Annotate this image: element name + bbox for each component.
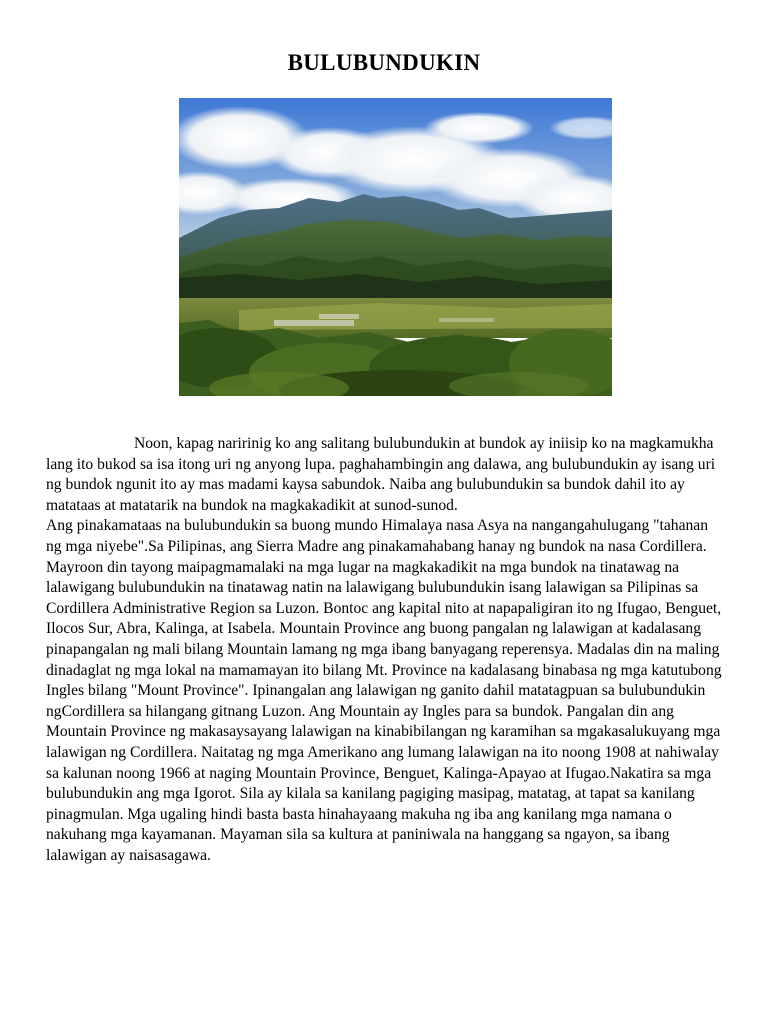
body-text <box>46 434 726 866</box>
paragraph-intro: Noon, kapag naririnig ko ang salitang bulubundukin at bundok ay iniisip ko na magkamukha lang ito bukod sa isa itong uri ng anyong lupa. paghahambingin ang dalawa, ang bulubundukin ay isang uri ng bundok ngunit ito ay mas madami kaysa sabundok. Naiba ang bulubundukin sa bundok dahil ito ay matataas at matatarik na bundok na magkakadikit at sunod-sunod. <box>46 435 716 514</box>
document-title: BULUBUNDUKIN <box>287 50 481 75</box>
mountain-landscape-photo <box>179 98 612 396</box>
paragraph-main: Ang pinakamataas na bulubundukin sa buong mundo Himalaya nasa Asya na nangangahulugang "tahanan ng mga niyebe".Sa Pilipinas, ang Sierra Madre ang pinakamahabang hanay ng bundok na nasa Cordillera. Mayroon din tayong maipagmamalaki na mga lugar na magkakadikit na mga bundok na tinatawag na lalawigang bulubundukin na tinatawag natin na lalawigang bulubundukin isang lalawigan sa Pilipinas sa Cordillera Administrative Region sa Luzon. Bontoc ang kapital nito at napapaligiran ito ng Ifugao, Benguet, Ilocos Sur, Abra, Kalinga, at Isabela. Mountain Province ang buong pangalan ng lalawigan at kadalasang pinapangalan ng mali bilang Mountain lamang ng mga ibang banyagang reperensya. Madalas din na maling dinadaglat ng mga lokal na mamamayan ito bilang Mt. Province na kadalasang binabasa ng mga katutubong Ingles bilang "Mount Province". Ipinangalan ang lalawigan ng ganito dahil matatagpuan sa bulubundukin ngCordillera sa hilangang gitnang Luzon. Ang Mountain ay Ingles para sa bundok. Pangalan din ang Mountain Province ng makasaysayang lalawigan na kinabibilangan ng karamihan sa mgakasalukuyang mga lalawigan ng Cordillera. Naitatag ng mga Amerikano ang lumang lalawigan na ito noong 1908 at nahiwalay sa kalunan noong 1966 at naging Mountain Province, Benguet, Kalinga-Apayao at Ifugao.Nakatira sa mga bulubundukin ang mga Igorot. Sila ay kilala sa kanilang pagiging masipag, matatag, at tapat sa kanilang pinagmulan. Mga ugaling hindi basta basta hinahayaang makuha ng iba ang kanilang mga namana o nakuhang mga kayamanan. Mayaman sila sa kultura at paniniwala na hanggang sa ngayon, sa ibang lalawigan ay naisasagawa. <box>46 517 722 864</box>
photo-drawing <box>179 98 612 396</box>
